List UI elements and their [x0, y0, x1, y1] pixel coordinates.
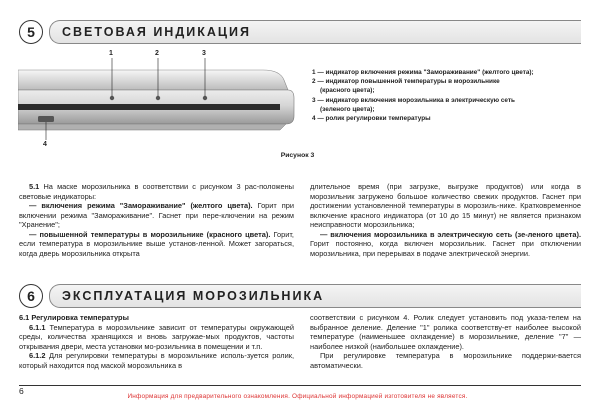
indicator-freeze-yellow — [110, 96, 114, 100]
paragraph-bold: — включения морозильника в электрическую сеть (зе-леного цвета). — [320, 229, 581, 239]
callout-4: 4 — [43, 141, 47, 148]
paragraph-text: Горит, если температура в морозильнике выше установ-ленной. Может загораться, когда дверь морозильника открыта — [19, 229, 294, 258]
paragraph-text: Горит постоянно, когда включен морозильник. Гаснет при отключении морозильника, при перерывах в подаче электрической энергии. — [310, 239, 581, 258]
footer-rule — [19, 385, 581, 386]
section-6-right-column — [310, 313, 581, 370]
clause-number: 6.1.2 — [29, 351, 46, 360]
indicator-power-green — [203, 96, 207, 100]
figure-3-freezer-panel — [18, 50, 300, 160]
paragraph-text: На маске морозильника в соответствии с рисунком 3 рас-положены световые индикаторы: — [19, 182, 294, 201]
section-title: СВЕТОВАЯ ИНДИКАЦИЯ — [62, 25, 251, 39]
paragraph-text: Для регулировки температуры в морозильнике исполь-зуется ролик, который находится под маской морозильника в — [19, 351, 294, 370]
section-5-right-column — [310, 182, 581, 258]
disclaimer: Информация для предварительного ознакомления. Официальной информацией изготовителя не является. — [127, 393, 468, 400]
paragraph-text: соответствии с рисунком 4. Ролик следует установить под указа-телем на выбранное деление. Деление "1" ролика соответству-ет наиболее высокой температуре (наименьшее охлаждение) в морозильнике, деление "7" — наиболее низкой (наибольшее охлаждение). — [310, 313, 581, 351]
section-number: 5 — [19, 20, 43, 44]
section-title-bar — [49, 284, 581, 308]
legend-line: 1 — индикатор включения режима "Замораживание" (желтого цвета); — [312, 69, 534, 76]
legend-line: (красного цвета); — [320, 87, 375, 95]
section-6-left-column — [19, 313, 294, 370]
section-5-header — [19, 20, 581, 44]
indicator-high-temp-red — [156, 96, 160, 100]
paragraph-bold: — повышенной температуры в морозильнике (красного цвета). — [29, 229, 271, 239]
clause-number: 6.1.1 — [29, 322, 46, 332]
figure-caption: Рисунок 3 — [280, 152, 315, 159]
subsection-heading: 6.1 Регулировка температуры — [19, 313, 129, 322]
paragraph-text: Температура в морозильнике зависит от температуры окружающей среды, количества хранящихся и вновь загружае-мых продуктов, частоты открывания двери, места установки мо-розильника в помещении и т.п. — [19, 322, 294, 351]
section-title-bar — [49, 20, 581, 44]
legend-line: 2 — индикатор повышенной температуры в морозильнике — [312, 78, 500, 86]
section-title: ЭКСПЛУАТАЦИЯ МОРОЗИЛЬНИКА — [62, 289, 325, 303]
page-number: 6 — [19, 386, 24, 396]
callout-1: 1 — [109, 50, 113, 57]
freezer-panel-illustration — [18, 50, 300, 160]
clause-number: 5.1 — [29, 182, 40, 191]
paragraph-text: длительное время (при загрузке, выгрузке продуктов) или когда в морозильник загружено большое количество свежих продуктов. Гаснет при достижении установленной температуры в морозиль-нике. Кратковременное включение красного индикатора (от 10 до 15 минут) не является признаком неисправности морозильника; — [310, 182, 581, 229]
paragraph-text: Горит при включении режима "Замораживание". Гаснет при пере-ключении на режим "Хранение"; — [19, 201, 294, 229]
legend-line: 4 — ролик регулировки температуры — [312, 115, 431, 123]
temperature-roller — [38, 116, 54, 122]
figure-legend — [312, 68, 582, 123]
paragraph-bold: — включения режима "Замораживание" (желтого цвета). — [29, 201, 253, 210]
legend-line: 3 — индикатор включения морозильника в электрическую сеть — [312, 96, 515, 104]
paragraph-text: При регулировке температура в морозильнике поддержи-вается автоматически. — [310, 351, 581, 370]
section-number: 6 — [19, 284, 43, 308]
callout-3: 3 — [202, 50, 206, 57]
section-6-header — [19, 284, 581, 308]
section-5-left-column — [19, 182, 294, 258]
callout-2: 2 — [155, 50, 159, 57]
legend-line: (зеленого цвета); — [320, 105, 375, 113]
